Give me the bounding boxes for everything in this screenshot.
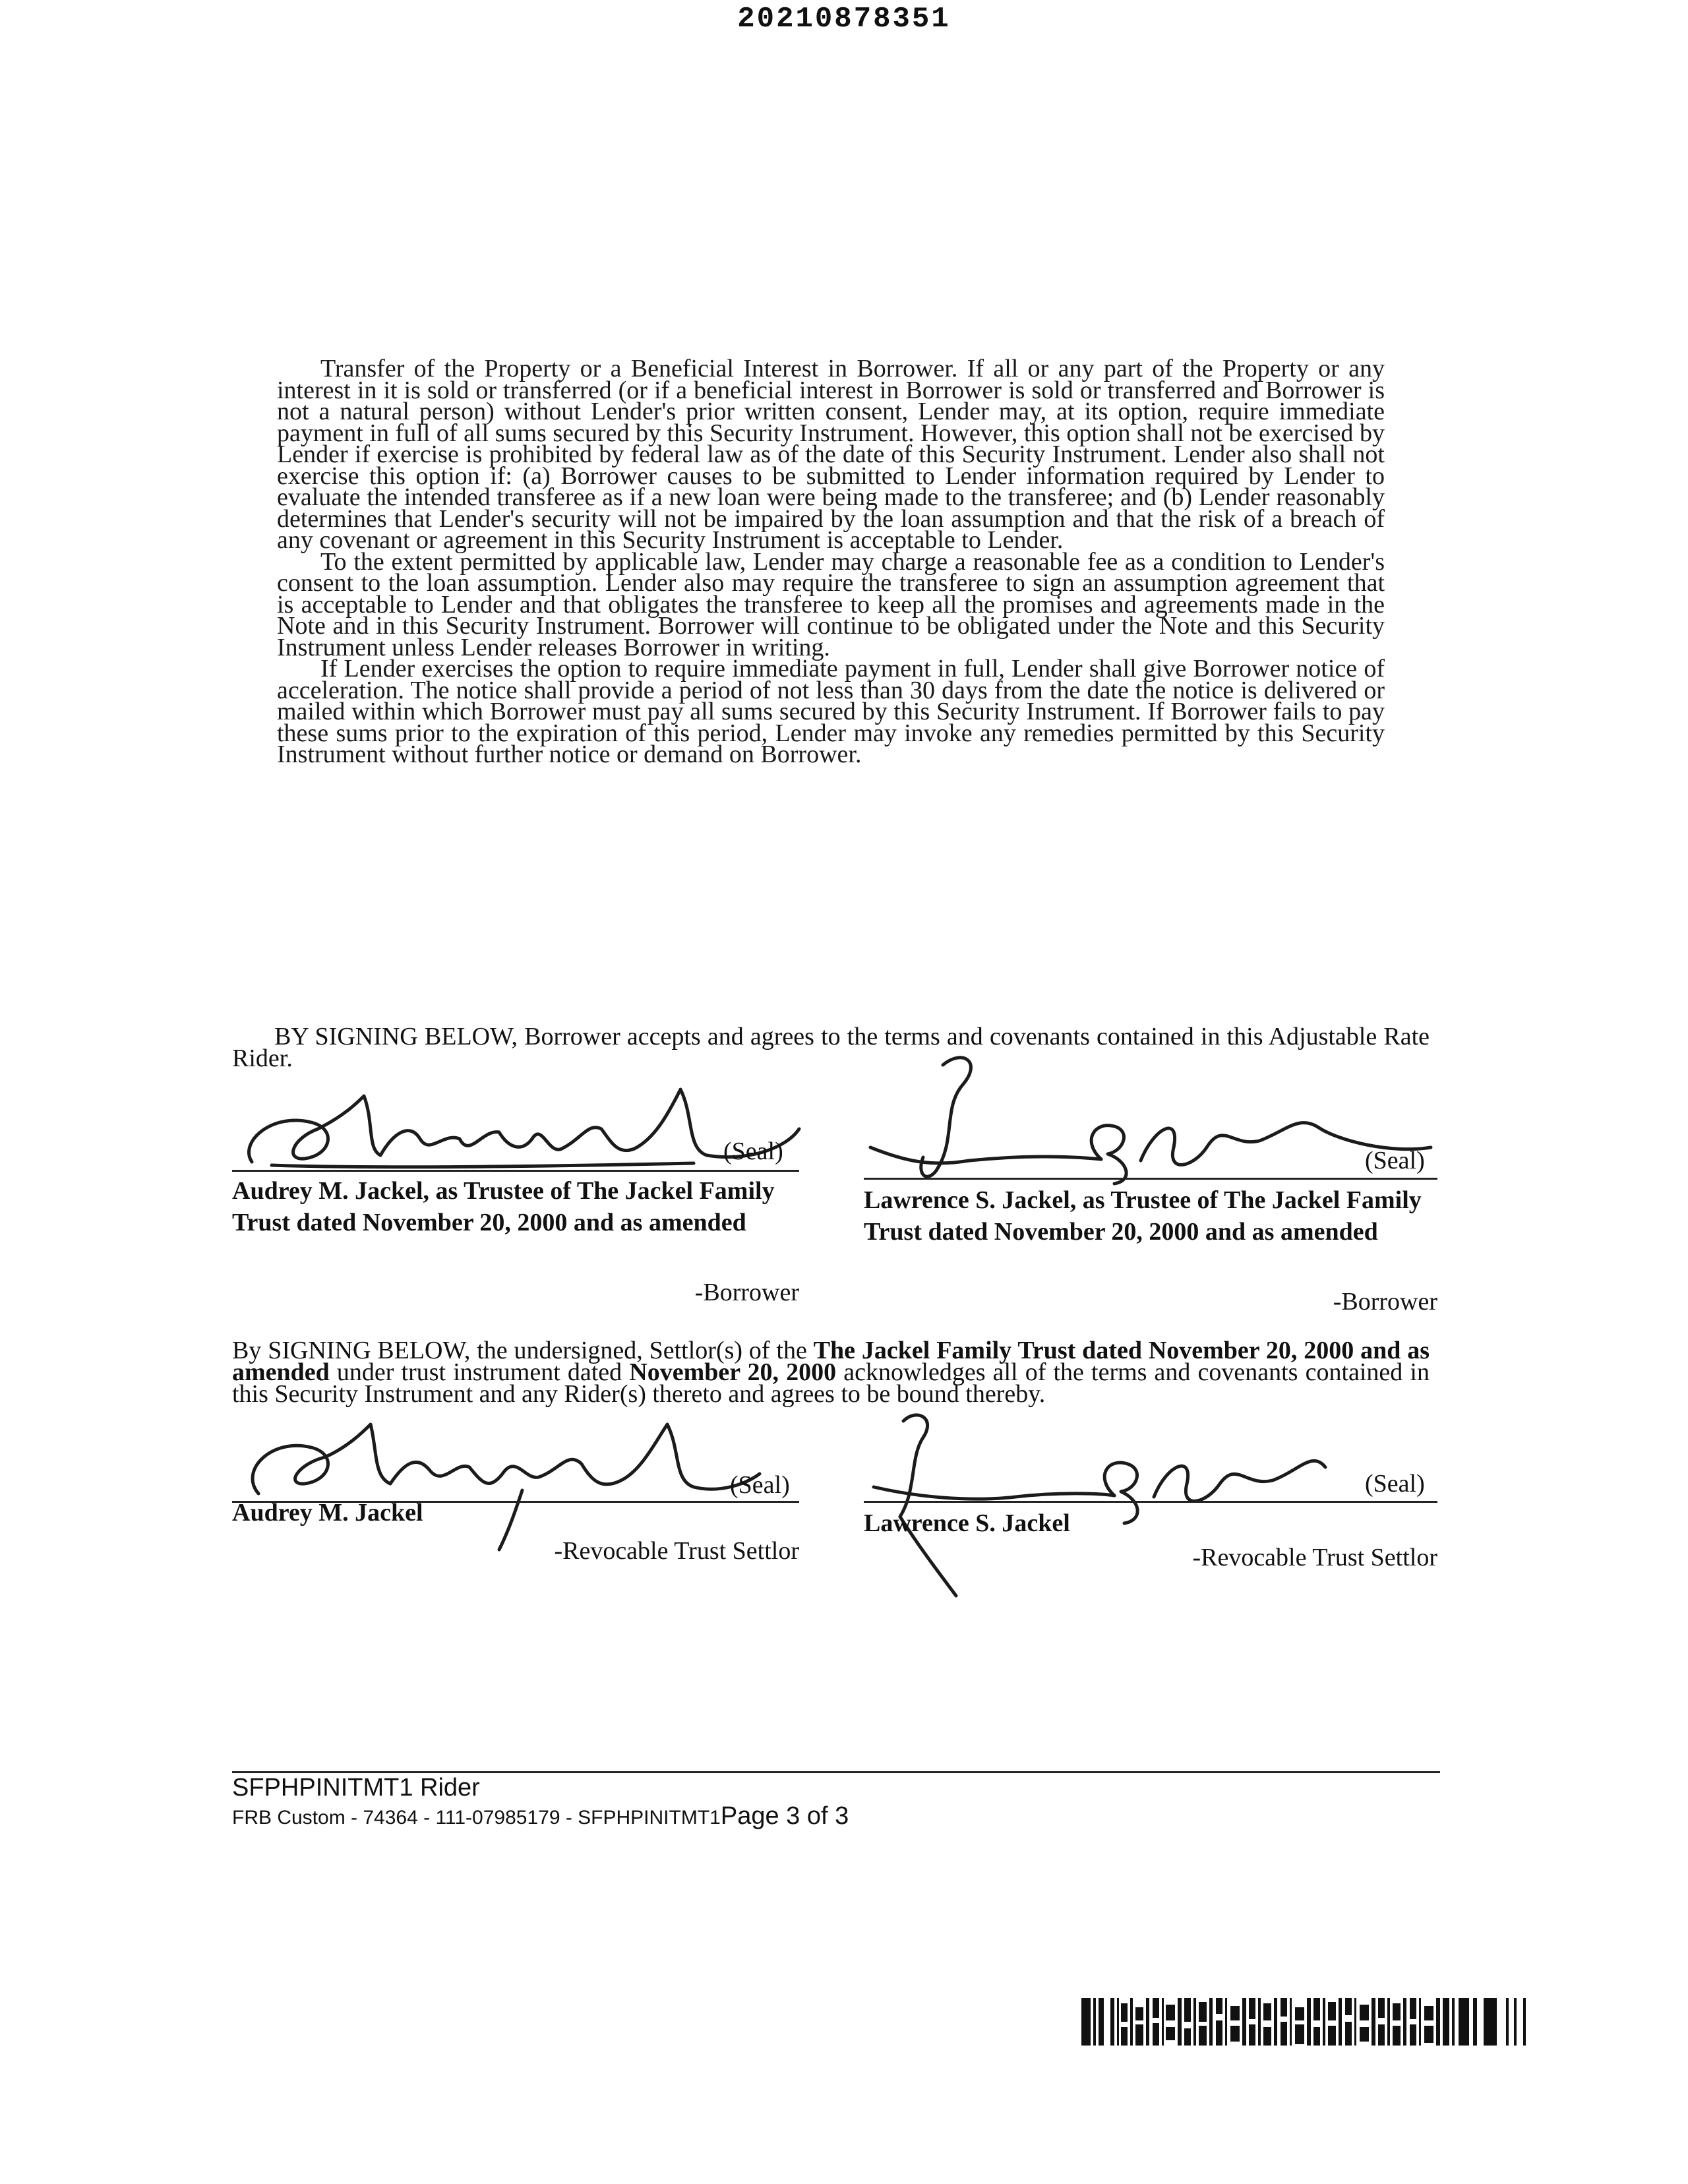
barcode-icon <box>1081 1998 1530 2046</box>
borrower-role-right: -Borrower <box>1333 1288 1437 1316</box>
acceleration-paragraph: If Lender exercises the option to require immediate payment in full, Lender shall give Borrower notice of acceleration. The notice shall provide a period of not less than 30 days from the date the notice is delivered or mailed within which Borrower must pay all sums secured by this Security Instrument. If Borrower fails to pay these sums prior to the expiration of this period, Lender may invoke any remedies permitted by this Security Instrument without further notice or demand on Borrower. <box>277 655 1385 768</box>
settlor-acknowledgement: By SIGNING BELOW, the undersigned, Settlor(s) of the The Jackel Family Trust dated November 20, 2000 and as amended under trust instrument dated November 20, 2000 acknowledges all of the terms and covenants contained in this Security Instrument and any Rider(s) thereto and agrees to be bound thereby. <box>232 1337 1430 1408</box>
settlor-role-left: -Revocable Trust Settlor <box>554 1537 799 1565</box>
settlor-role-right: -Revocable Trust Settlor <box>1192 1544 1437 1571</box>
borrower-signature-left <box>232 1076 799 1182</box>
signature-line <box>864 1501 1437 1503</box>
seal-label: (Seal) <box>723 1138 783 1165</box>
settlor-name-right: Lawrence S. Jackel <box>864 1509 1070 1537</box>
form-code: FRB Custom - 74364 - 111-07985179 - SFPHPINITMT1 <box>232 1807 721 1829</box>
page-number: Page 3 of 3 <box>720 1802 849 1830</box>
handwritten-signature-lawrence <box>864 1048 1437 1187</box>
form-title: SFPHPINITMT1 Rider <box>232 1774 480 1802</box>
handwritten-signature-audrey <box>232 1076 799 1182</box>
rider-body-text <box>277 355 1385 768</box>
handwritten-signature-audrey <box>232 1418 799 1503</box>
assumption-fee-paragraph: To the extent permitted by applicable law, Lender may charge a reasonable fee as a condition to Lender's consent to the loan assumption. Lender also may require the transferee to sign an assumption agreement that is acceptable to Lender and that obligates the transferee to keep all the promises and agreements made in the Note and in this Security Instrument. Borrower will continue to be obligated under the Note and this Security Instrument unless Lender releases Borrower in writing. <box>277 547 1385 661</box>
borrower-name-right: Lawrence S. Jackel, as Trustee of The Jackel Family Trust dated November 20, 2000 and as amended <box>864 1186 1422 1246</box>
document-number: 20210878351 <box>737 3 951 36</box>
transfer-paragraph: Transfer of the Property or a Beneficial Interest in Borrower. If all or any part of the Property or any interest in it is sold or transferred (or if a beneficial interest in Borrower is sold or transferred and Borrower is not a natural person) without Lender's prior written consent, Lender may, at its option, require immediate payment in full of all sums secured by this Security Instrument. However, this option shall not be exercised by Lender if exercise is prohibited by federal law as of the date of this Security Instrument. Lender also shall not exercise this option if: (a) Borrower causes to be submitted to Lender information required by Lender to evaluate the intended transferee as if a new loan were being made to the transferee; and (b) Lender reasonably determines that Lender's security will not be impaired by the loan assumption and that the risk of a breach of any covenant or agreement in this Security Instrument is acceptable to Lender. <box>277 355 1385 554</box>
borrower-acceptance-statement: BY SIGNING BELOW, Borrower accepts and agrees to the terms and covenants contained in this Adjustable Rate Rider. <box>232 1023 1430 1072</box>
borrower-name-left: Audrey M. Jackel, as Trustee of The Jackel Family Trust dated November 20, 2000 and as amended <box>232 1177 775 1236</box>
seal-label: (Seal) <box>1365 1147 1425 1174</box>
borrower-role-left: -Borrower <box>694 1279 799 1306</box>
signature-line <box>864 1178 1437 1180</box>
trust-name: The Jackel Family Trust dated November 20, 2000 and as amended <box>232 1337 1430 1386</box>
trust-date: November 20, 2000 <box>629 1358 837 1386</box>
footer-rule <box>232 1771 1440 1773</box>
settlor-name-left: Audrey M. Jackel <box>232 1499 423 1527</box>
settlor-signature-right <box>864 1405 1437 1517</box>
handwritten-signature-lawrence <box>864 1405 1437 1602</box>
settlor-signature-left <box>232 1418 799 1503</box>
borrower-signature-right <box>864 1048 1437 1187</box>
form-code-line <box>232 1802 849 1831</box>
seal-label: (Seal) <box>1365 1470 1425 1498</box>
seal-label: (Seal) <box>730 1471 790 1499</box>
signature-line <box>232 1170 799 1172</box>
